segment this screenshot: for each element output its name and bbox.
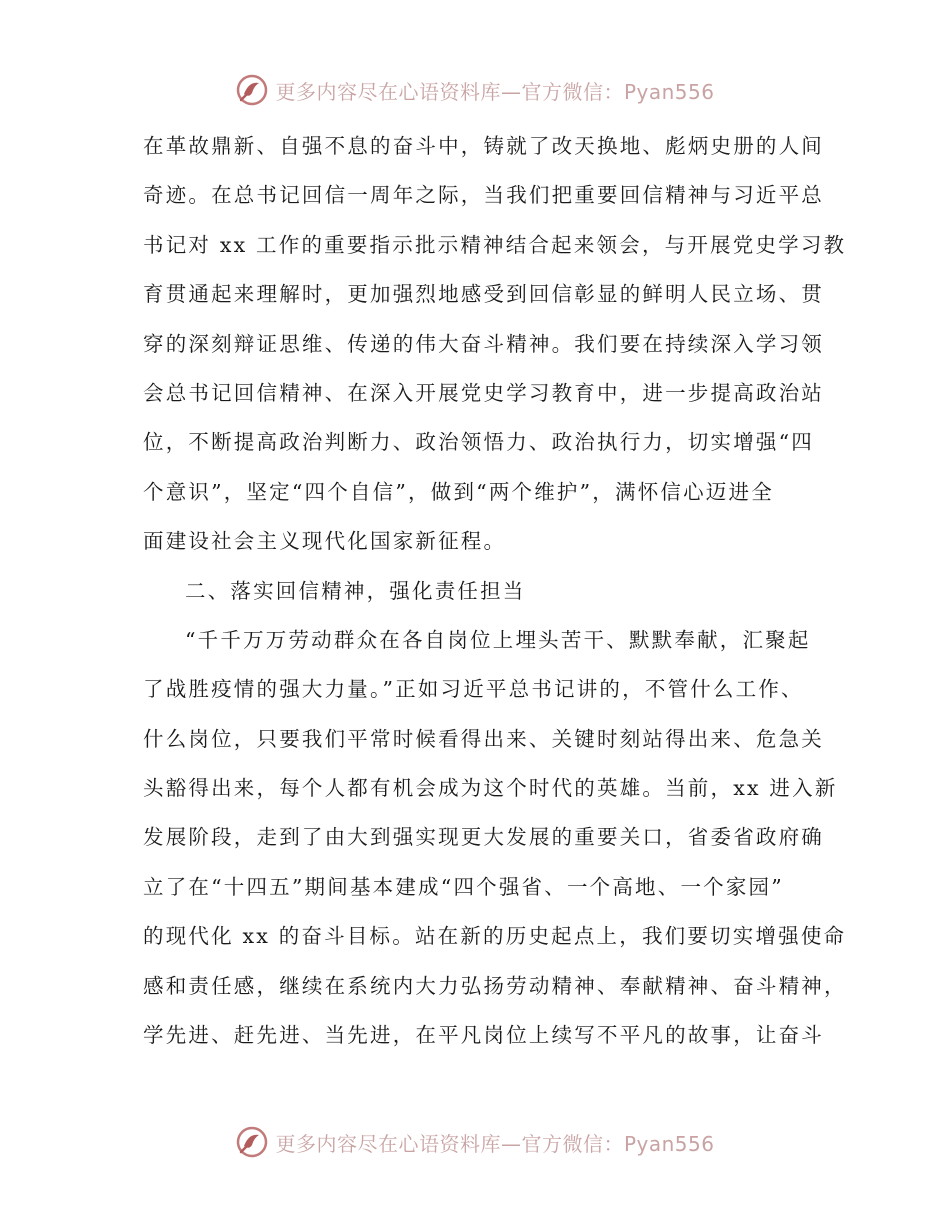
watermark-text: 更多内容尽在心语资料库—官方微信：Pyan556 — [275, 79, 715, 104]
text-line: 什么岗位，只要我们平常时候看得出来、关键时刻站得出来、危急关 — [143, 726, 824, 751]
paragraph-first-line: “千千万万劳动群众在各自岗位上埋头苦干、默默奉献，汇聚起 — [185, 627, 811, 652]
text-line: 在革故鼎新、自强不息的奋斗中，铸就了改天换地、彪炳史册的人间 — [143, 134, 824, 158]
text-line: 奇迹。在总书记回信一周年之际，当我们把重要回信精神与习近平总 — [143, 183, 824, 208]
text-line: 学先进、赶先进、当先进，在平凡岗位上续写不平凡的故事，让奋斗 — [143, 1023, 824, 1048]
watermark-text: 更多内容尽在心语资料库—官方微信：Pyan556 — [275, 1131, 715, 1156]
header-watermark — [0, 70, 950, 110]
document-body — [143, 122, 847, 1060]
footer-watermark — [0, 1122, 950, 1162]
watermark-logo-icon — [235, 73, 269, 107]
text-line: 面建设社会主义现代化国家新征程。 — [143, 529, 507, 554]
text-line: 立了在“十四五”期间基本建成“四个强省、一个高地、一个家园” — [143, 874, 784, 899]
text-line: 的现代化 xx 的奋斗目标。站在新的历史起点上，我们要切实增强使命 — [143, 924, 847, 949]
text-line: 位，不断提高政治判断力、政治领悟力、政治执行力，切实增强“四 — [143, 430, 814, 455]
text-line: 育贯通起来理解时，更加强烈地感受到回信彰显的鲜明人民立场、贯 — [143, 282, 824, 307]
text-line: 了战胜疫情的强大力量。”正如习近平总书记讲的，不管什么工作、 — [143, 677, 804, 702]
text-line: 穿的深刻辩证思维、传递的伟大奋斗精神。我们要在持续深入学习领 — [143, 331, 824, 356]
text-line: 会总书记回信精神、在深入开展党史学习教育中，进一步提高政治站 — [143, 380, 824, 405]
text-line: 发展阶段，走到了由大到强实现更大发展的重要关口，省委省政府确 — [143, 825, 824, 850]
watermark-logo-icon — [235, 1125, 269, 1159]
text-line: 个意识”，坚定“四个自信”，做到“两个维护”，满怀信心迈进全 — [143, 479, 774, 504]
text-line: 头豁得出来，每个人都有机会成为这个时代的英雄。当前，xx 进入新 — [143, 776, 838, 801]
text-line: 书记对 xx 工作的重要指示批示精神结合起来领会，与开展党史学习教 — [143, 232, 847, 257]
section-heading: 二、落实回信精神，强化责任担当 — [185, 578, 526, 603]
text-line: 感和责任感，继续在系统内大力弘扬劳动精神、奉献精神、奋斗精神， — [143, 973, 847, 998]
